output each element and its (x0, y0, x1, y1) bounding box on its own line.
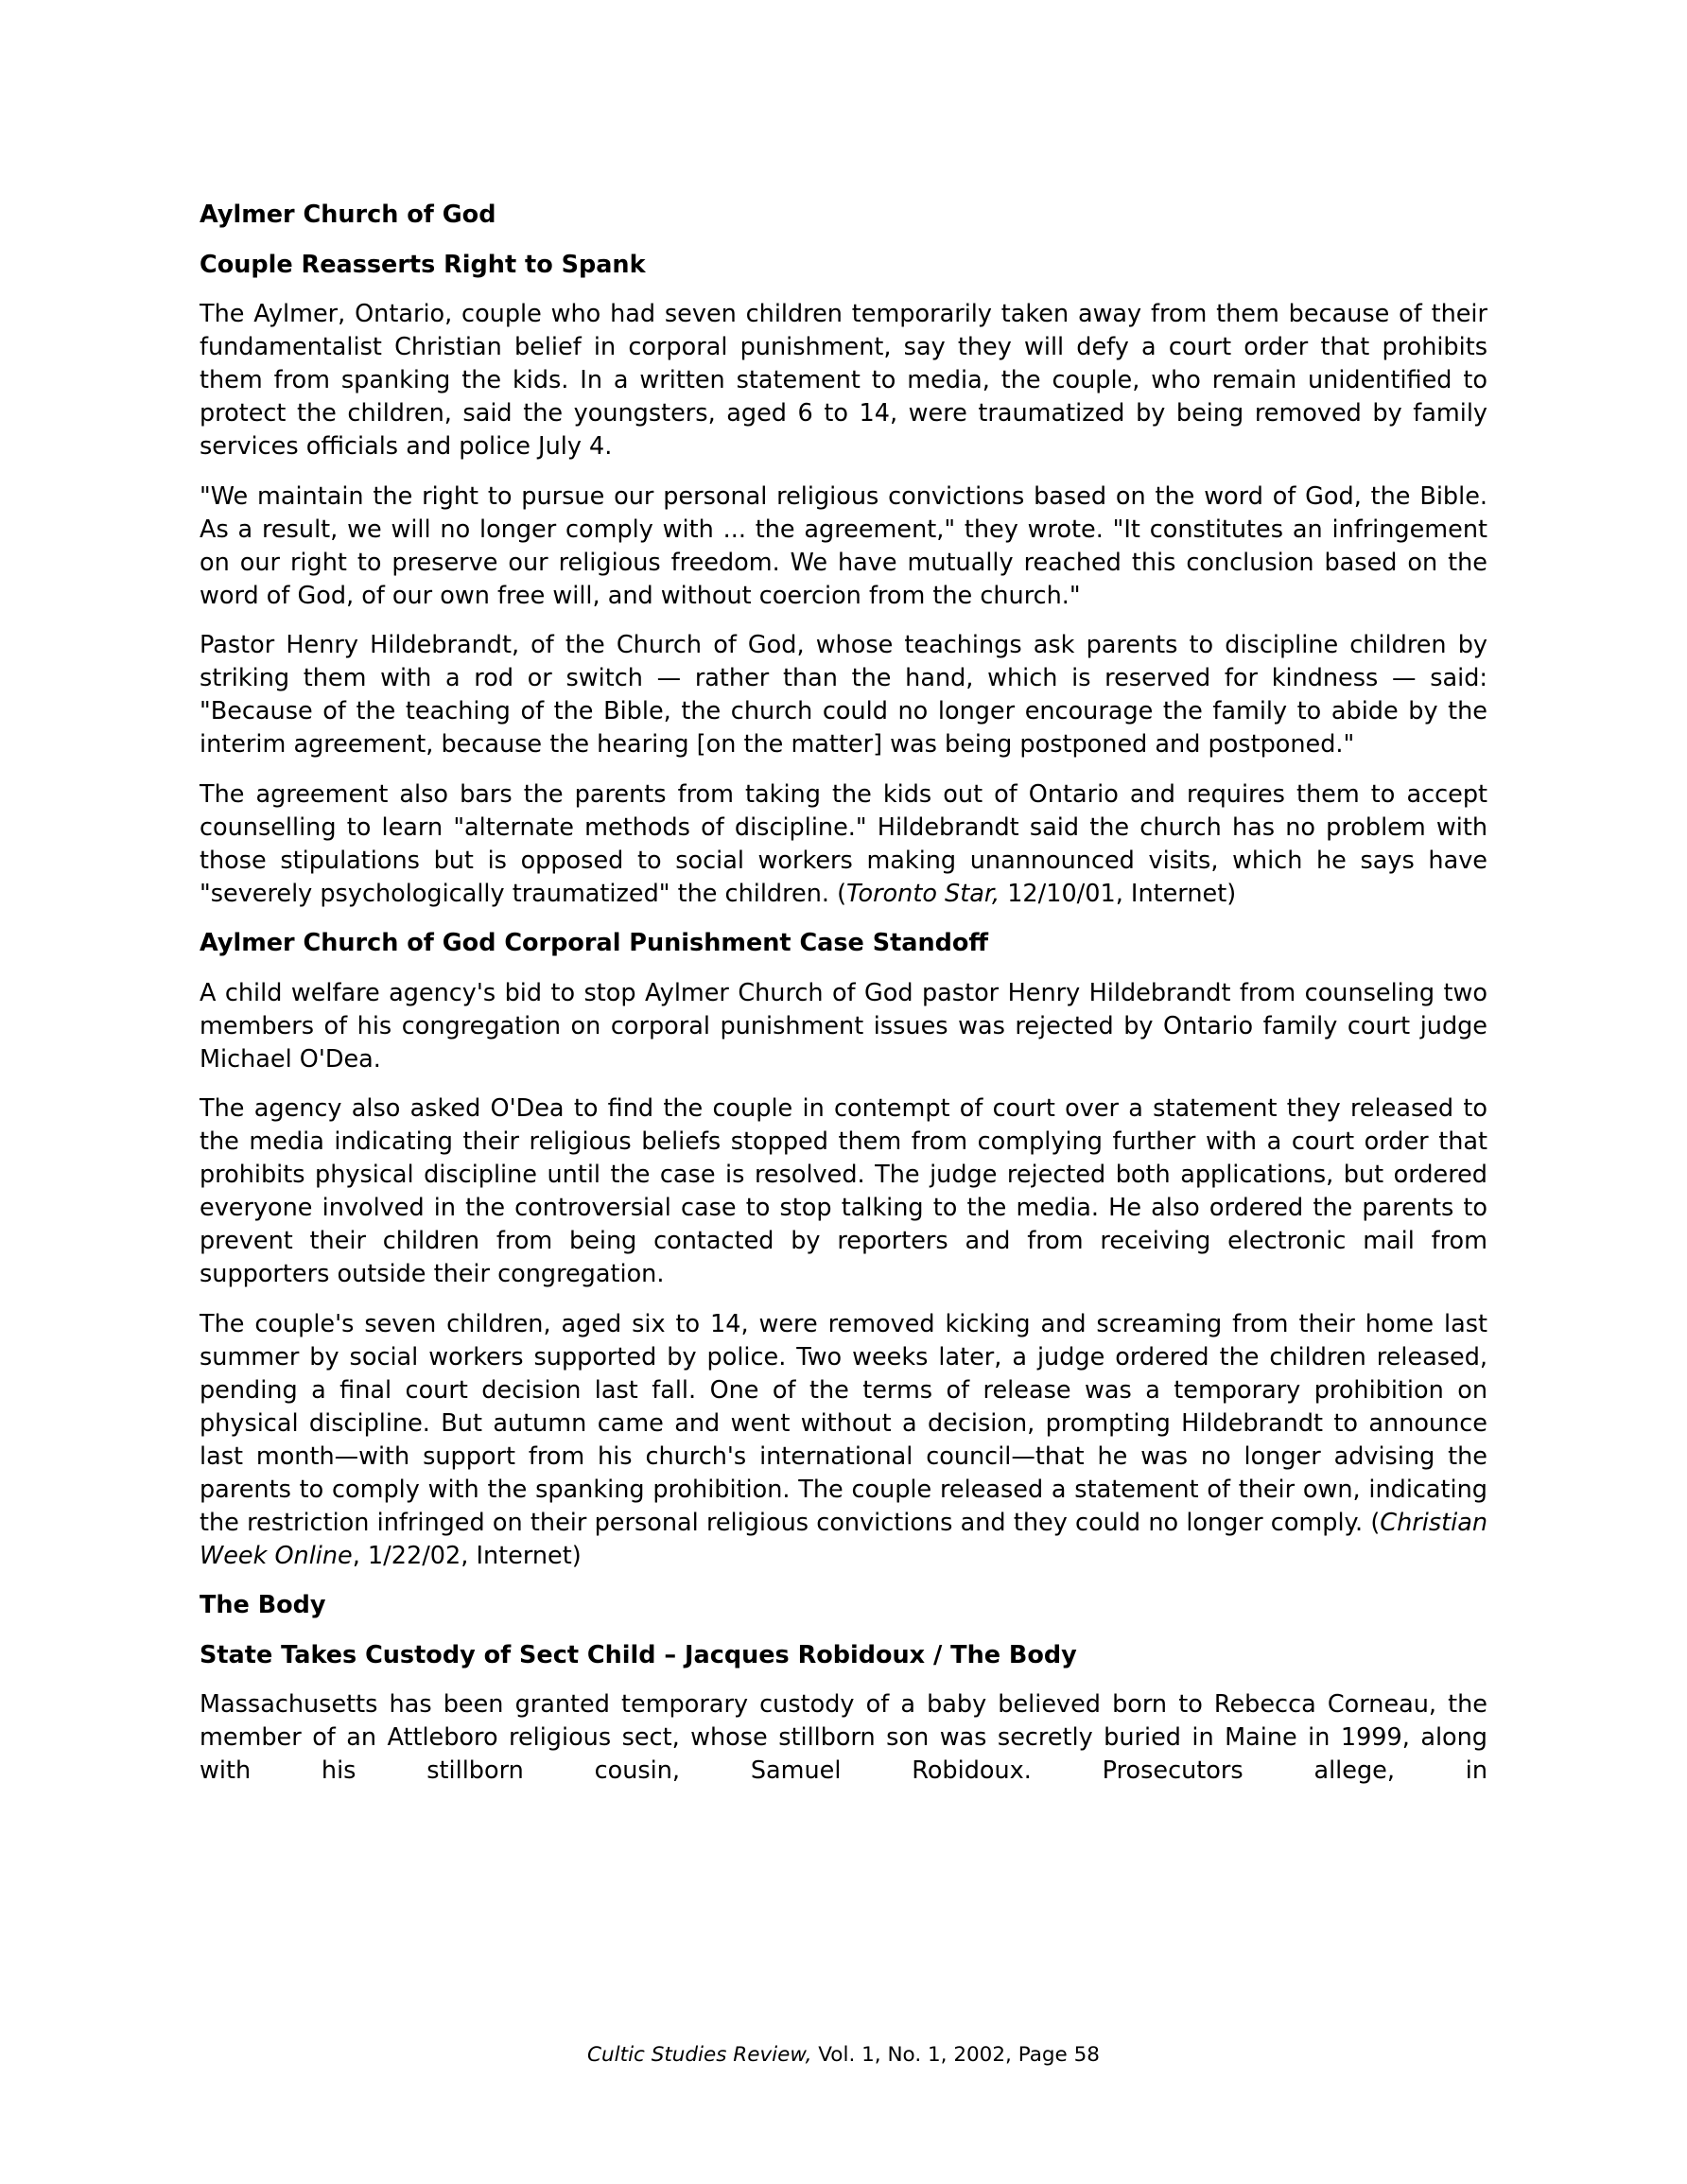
citation-details: , 1/22/02, Internet) (352, 1541, 582, 1570)
article-paragraph: Pastor Henry Hildebrandt, of the Church of God, whose teachings ask parents to discipline children by striking them with a rod or switch — rather than the hand, which is reserved for kindness — said: "Because of the teaching of the Bible, the church could no longer encourage the family to abide by the interim agreement, because the hearing [on the matter] was being postponed and postponed." (200, 631, 1487, 759)
page-content (200, 199, 1487, 1805)
article-paragraph: The Aylmer, Ontario, couple who had seven children temporarily taken away from them because of their fundamentalist Christian belief in corporal punishment, say they will defy a court order that prohibits them from spanking the kids. In a written statement to media, the couple, who remain unidentified to protect the children, said the youngsters, aged 6 to 14, were traumatized by being removed by family services officials and police July 4. (200, 300, 1487, 461)
article-paragraph-with-citation (200, 1308, 1487, 1573)
citation-details: 12/10/01, Internet) (1000, 879, 1237, 908)
article-paragraph-text: The agreement also bars the parents from taking the kids out of Ontario and requires them to accept counselling to learn "alternate methods of discipline." Hildebrandt said the church has no problem with those stipulations but is opposed to social workers making unannounced visits, which he says have "severely psychologically traumatized" the children. (200, 779, 1487, 908)
article-paragraph-text: The couple's seven children, aged six to 14, were removed kicking and screaming from their home last summer by social workers supported by police. Two weeks later, a judge ordered the children released, pending a final court decision last fall. One of the terms of release was a temporary prohibition on physical discipline. But autumn came and went without a decision, prompting Hildebrandt to announce last month—with support from his church's international council—that he was no longer advising the parents to comply with the spanking prohibition. The couple released a statement of their own, indicating the restriction infringed on their personal religious convictions and they could no longer comply. (200, 1309, 1487, 1537)
citation-source: Toronto Star, (846, 879, 1000, 908)
article-paragraph: "We maintain the right to pursue our personal religious convictions based on the word of God, the Bible. As a result, we will no longer comply with ... the agreement," they wrote. "It constitutes an infringement on our right to preserve our religious freedom. We have mutually reached this conclusion based on the word of God, of our own free will, and without coercion from the church." (200, 481, 1487, 610)
article-paragraph: The agency also asked O'Dea to find the couple in contempt of court over a statement they released to the media indicating their religious beliefs stopped them from complying further with a court order that prohibits physical discipline until the case is resolved. The judge rejected both applications, but ordered everyone involved in the controversial case to stop talking to the media. He also ordered the parents to prevent their children from being contacted by reporters and from receiving electronic mail from supporters outside their congregation. (200, 1094, 1487, 1288)
article-paragraph: Massachusetts has been granted temporary custody of a baby believed born to Rebecca Corneau, the member of an Attleboro religious sect, whose stillborn son was secretly buried in Maine in 1999, along with his stillborn cousin, Samuel Robidoux. Prosecutors allege, in (200, 1690, 1487, 1785)
footer-details: Vol. 1, No. 1, 2002, Page 58 (811, 2043, 1100, 2067)
article-title: Aylmer Church of God Corporal Punishment Case Standoff (200, 929, 989, 957)
article-title: State Takes Custody of Sect Child – Jacques Robidoux / The Body (200, 1640, 1077, 1669)
article-paragraph: A child welfare agency's bid to stop Aylmer Church of God pastor Henry Hildebrandt from counseling two members of his congregation on corporal punishment issues was rejected by Ontario family court judge Michael O'Dea. (200, 978, 1487, 1074)
article-paragraph-with-citation (200, 778, 1487, 911)
section-heading: The Body (200, 1591, 326, 1619)
article-title: Couple Reasserts Right to Spank (200, 250, 646, 279)
citation-open: ( (837, 879, 847, 908)
page-footer (0, 2041, 1687, 2070)
citation (837, 880, 1236, 908)
citation-open: ( (1370, 1508, 1381, 1537)
footer-journal: Cultic Studies Review, (587, 2043, 812, 2067)
citation-source: Christian Week Online (200, 1508, 1487, 1570)
section-heading: Aylmer Church of God (200, 201, 496, 229)
